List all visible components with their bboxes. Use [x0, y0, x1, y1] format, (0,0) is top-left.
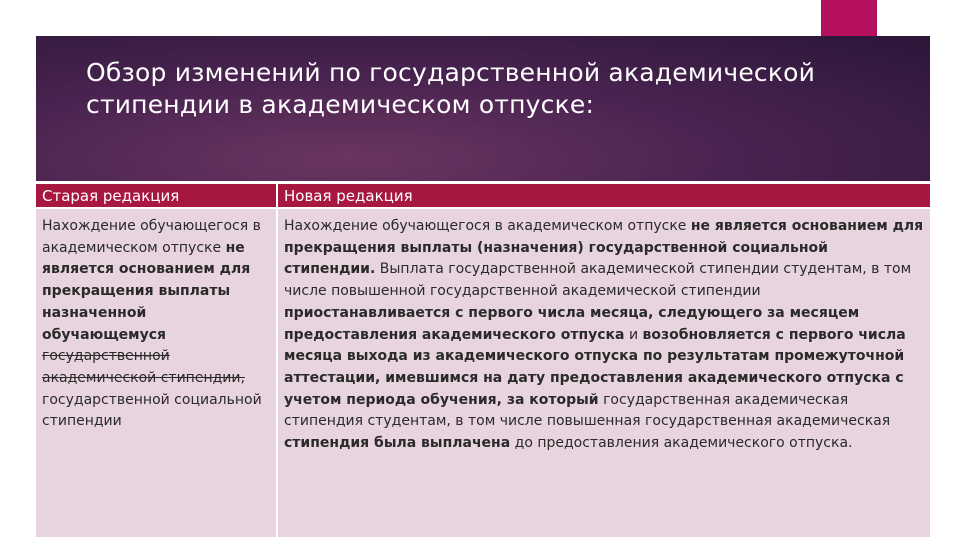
new-bold-4: стипендия была выплачена [284, 435, 511, 452]
new-bold-2: приостанавливается с первого числа месяца, следующего за месяцем предоставления академического отпуска [284, 304, 860, 343]
old-text-1: Нахождение обучающегося в академическом отпуске [42, 218, 261, 256]
new-text-3: и [624, 326, 643, 343]
new-bold-3: возобновляется с первого числа месяца выхода из академического отпуска по результатам промежуточной аттестации, имевшимся на дату предоставления академического отпуска с учетом периода обучения, за который [284, 326, 906, 408]
slide-title: Обзор изменений по государственной академической стипендии в академическом отпуске: [86, 58, 816, 119]
old-edition-cell [36, 208, 277, 537]
new-edition-cell [277, 208, 930, 537]
new-text-5: до предоставления академического отпуска. [510, 435, 853, 452]
old-bold-1: не является основанием для прекращения выплаты назначенной обучающемуся [42, 239, 251, 343]
old-strikethrough: государственной академической стипендии, [42, 348, 245, 386]
header-row [36, 184, 930, 208]
new-bold-1: не является основанием для прекращения выплаты (назначения) государственной социальной стипендии. [284, 218, 924, 278]
header-new-edition: Новая редакция [277, 184, 930, 208]
new-text-1: Нахождение обучающегося в академическом отпуске [284, 218, 691, 234]
table-row [36, 208, 930, 537]
old-text-2: государственной социальной стипендии [42, 391, 262, 430]
header-old-edition: Старая редакция [36, 184, 277, 208]
new-text-4: государственная академическая стипендия студентам, в том числе повышенная государственная академическая [284, 391, 891, 430]
new-text-2: Выплата государственной академической стипендии студентам, в том числе повышенной государственной академической стипендии [284, 261, 912, 300]
comparison-table [36, 184, 930, 537]
